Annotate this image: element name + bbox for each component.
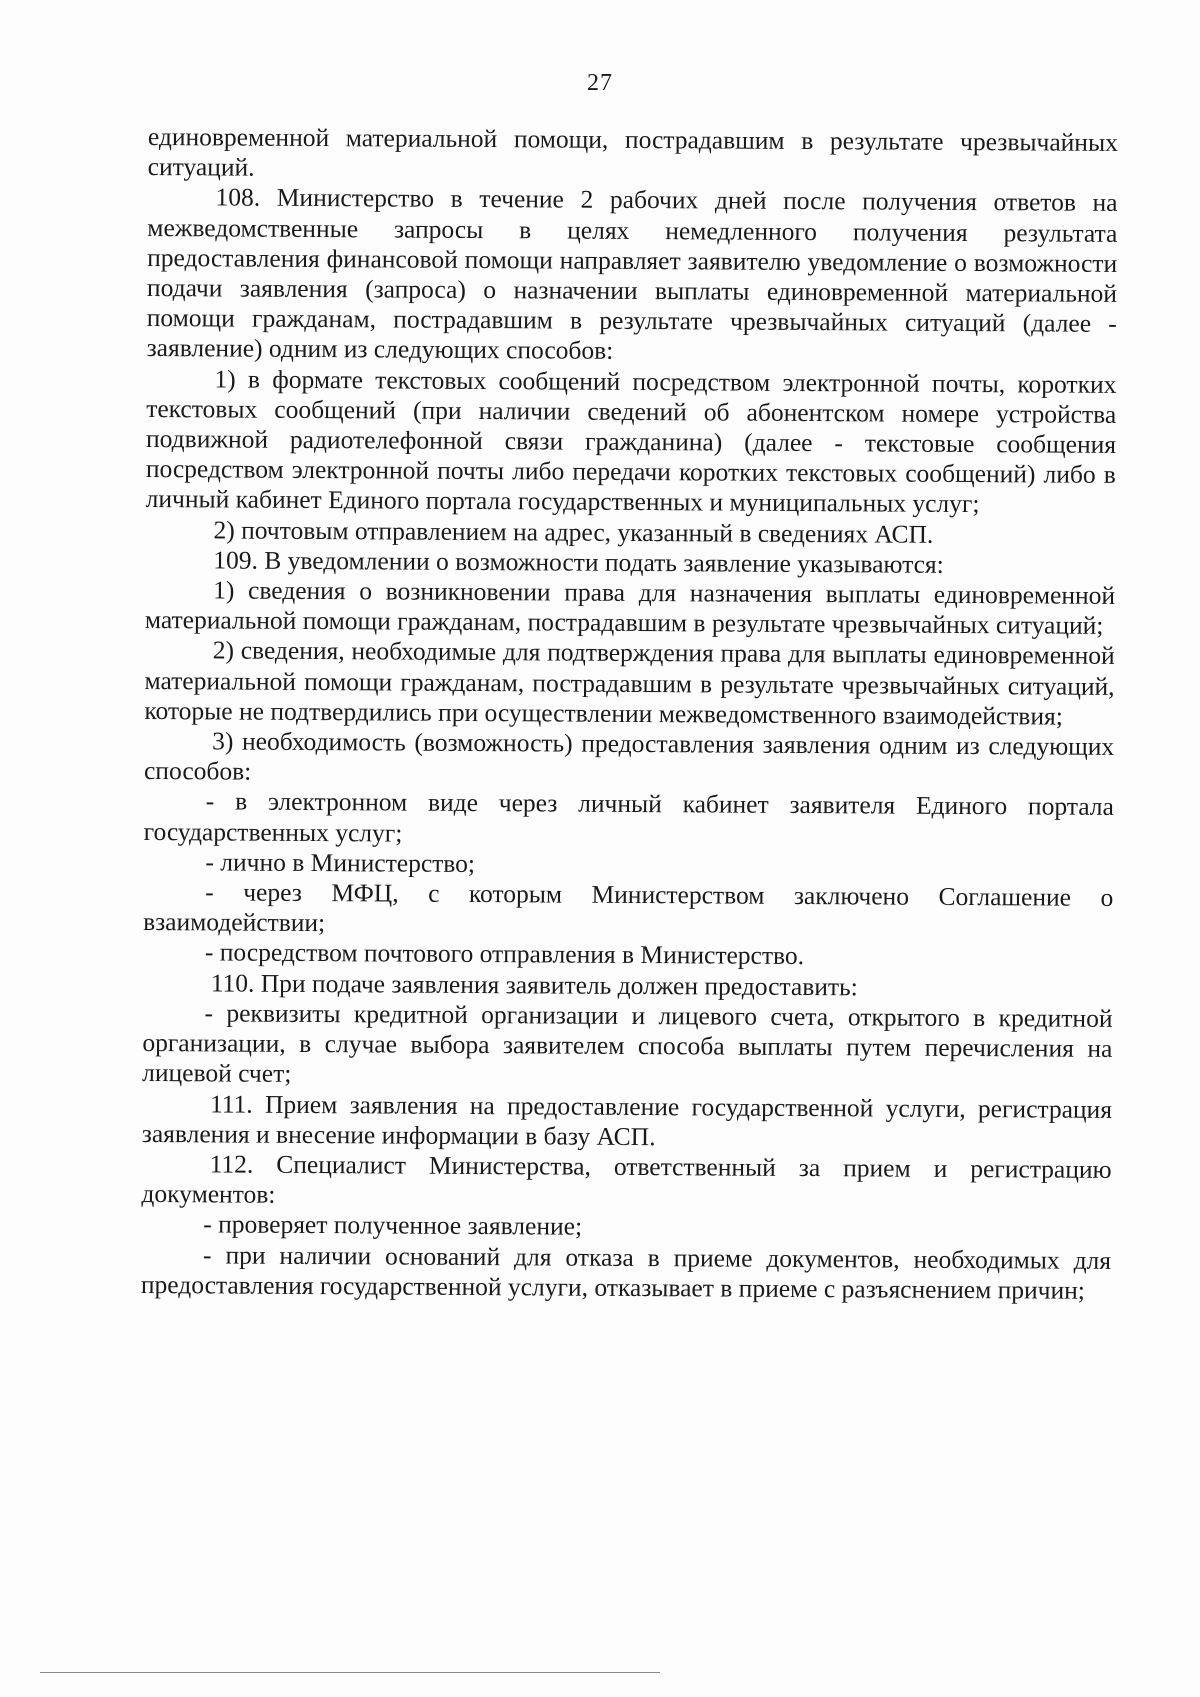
paragraph-111: 111. Прием заявления на предоставление государственной услуги, регистрация заявления и внесение информации в базу АСП. [141, 1088, 1113, 1151]
paragraph-108: 108. Министерство в течение 2 рабочих дней после получения ответов на межведомственные запросы в целях немедленного получения результата предоставления финансовой помощи направляет заявителю уведомление о возможности подачи заявления (запроса) о назначении выплаты единовременной материальной помощи гражданам, пострадавшим в результате чрезвычайных ситуаций (далее - заявление) одним из следующих способов: [146, 182, 1118, 366]
paragraph-112: 112. Специалист Министерства, ответственный за прием и регистрацию документов: [141, 1149, 1112, 1209]
paragraph-108-item-1: 1) в формате текстовых сообщений посредством электронной почты, коротких текстовых сообщений (при наличии сведений об абонентском номере устройства подвижной радиотелефонной связи гражданина) (далее - текстовые сообщения посредством электронной почты либо передачи коротких текстовых сообщений) либо в личный кабинет Единого портала государственных и муниципальных услуг; [145, 364, 1117, 519]
document-body [141, 122, 1118, 1306]
list-item-bank-details: - реквизиты кредитной организации и лицевого счета, открытого в кредитной организации, в случае выбора заявителем способа выплаты путем перечисления на лицевой счет; [142, 998, 1113, 1089]
paragraph-110: 110. При подаче заявления заявитель должен предоставить: [210, 968, 858, 1002]
paragraph-continuation: единовременной материальной помощи, пострадавшим в результате чрезвычайных ситуаций. [147, 122, 1118, 182]
paragraph-109-item-3: 3) необходимость (возможность) предоставления заявления одним из следующих способов: [143, 726, 1115, 786]
list-item-in-person: - лично в Министерство; [205, 847, 476, 878]
list-item-check-application: - проверяет полученное заявление; [203, 1209, 583, 1241]
list-item-postal: - посредством почтового отправления в Министерство. [204, 937, 805, 971]
paragraph-109-item-2: 2) сведения, необходимые для подтверждения права для выплаты единовременной материальной помощи гражданам, пострадавшим в результате чрезвычайных ситуаций, которые не подтвердились при осуществлении межведомственного взаимодействия; [144, 635, 1115, 731]
list-item-mfc: - через МФЦ, с которым Министерством заключено Соглашение о взаимодействии; [143, 877, 1114, 938]
page-number: 27 [587, 70, 613, 96]
list-item-refusal: - при наличии оснований для отказа в приеме документов, необходимых для предоставления государственной услуги, отказывает в приеме с разъяснением причин; [140, 1239, 1112, 1305]
paragraph-108-item-2: 2) почтовым отправлением на адрес, указанный в сведениях АСП. [213, 515, 934, 549]
paragraph-109: 109. В уведомлении о возможности подать заявление указываются: [213, 545, 944, 579]
list-item-electronic: - в электронном виде через личный кабинет заявителя Единого портала государственных услуг; [143, 786, 1114, 848]
footer-divider [40, 1672, 660, 1673]
paragraph-109-item-1: 1) сведения о возникновении права для назначения выплаты единовременной материальной помощи гражданам, пострадавшим в результате чрезвычайных ситуаций; [144, 575, 1116, 641]
